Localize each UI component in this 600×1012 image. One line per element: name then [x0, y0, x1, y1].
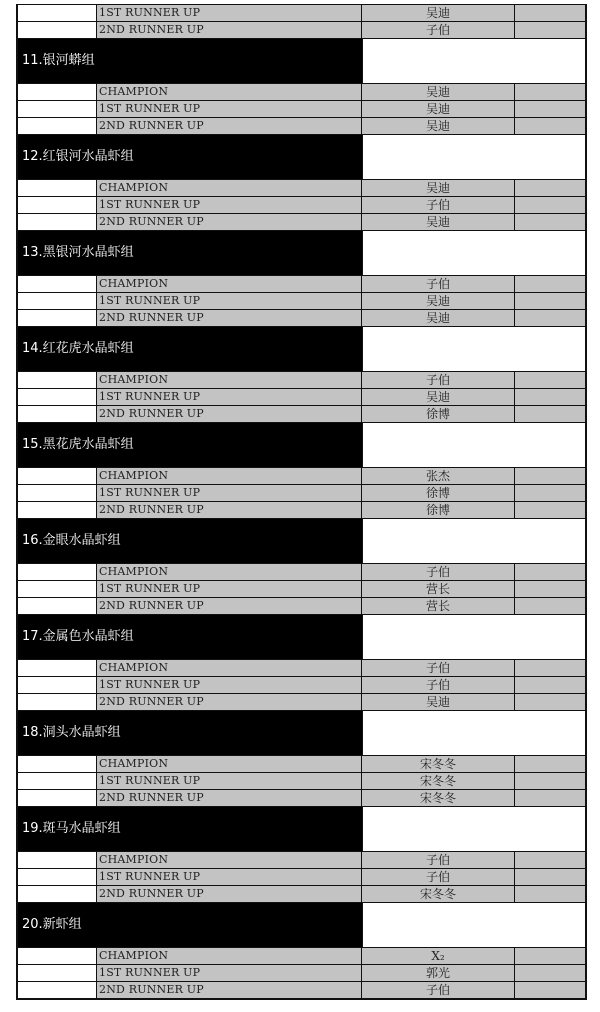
placement-label: CHAMPION — [97, 276, 362, 292]
empty-cell — [515, 372, 585, 388]
placement-label: CHAMPION — [97, 84, 362, 100]
result-row — [18, 388, 585, 405]
winner-name: 吴迪 — [362, 694, 515, 710]
group-title: 18.洞头水晶虾组 — [18, 711, 362, 755]
placement-label: 1ST RUNNER UP — [97, 101, 362, 117]
empty-cell — [515, 773, 585, 789]
result-row — [18, 4, 585, 21]
placement-label: CHAMPION — [97, 180, 362, 196]
placement-label: CHAMPION — [97, 852, 362, 868]
placement-label: CHAMPION — [97, 660, 362, 676]
result-row — [18, 981, 585, 998]
empty-cell — [18, 564, 97, 580]
empty-cell — [515, 660, 585, 676]
empty-cell — [18, 180, 97, 196]
winner-name: 子伯 — [362, 22, 515, 38]
empty-cell — [18, 406, 97, 422]
winner-name: 子伯 — [362, 197, 515, 213]
empty-cell — [515, 677, 585, 693]
empty-cell — [515, 869, 585, 885]
empty-cell — [515, 5, 585, 21]
placement-label: 1ST RUNNER UP — [97, 485, 362, 501]
group-header — [18, 326, 585, 371]
winner-name: 徐博 — [362, 502, 515, 518]
group-title: 20.新虾组 — [18, 903, 362, 947]
empty-cell — [362, 135, 585, 179]
placement-label: 1ST RUNNER UP — [97, 869, 362, 885]
placement-label: 2ND RUNNER UP — [97, 118, 362, 134]
empty-cell — [362, 39, 585, 83]
empty-cell — [515, 293, 585, 309]
result-row — [18, 597, 585, 614]
placement-label: CHAMPION — [97, 468, 362, 484]
group-title: 12.红银河水晶虾组 — [18, 135, 362, 179]
empty-cell — [362, 327, 585, 371]
empty-cell — [515, 406, 585, 422]
empty-cell — [362, 903, 585, 947]
result-row — [18, 501, 585, 518]
group-title: 15.黑花虎水晶虾组 — [18, 423, 362, 467]
winner-name: 子伯 — [362, 564, 515, 580]
empty-cell — [18, 694, 97, 710]
results-table — [16, 4, 587, 1000]
empty-cell — [18, 101, 97, 117]
empty-cell — [515, 756, 585, 772]
empty-cell — [18, 468, 97, 484]
empty-cell — [515, 982, 585, 998]
placement-label: 1ST RUNNER UP — [97, 581, 362, 597]
empty-cell — [18, 965, 97, 981]
placement-label: 2ND RUNNER UP — [97, 310, 362, 326]
winner-name: 吴迪 — [362, 389, 515, 405]
empty-cell — [515, 485, 585, 501]
result-row — [18, 467, 585, 484]
winner-name: 营长 — [362, 598, 515, 614]
result-row — [18, 484, 585, 501]
empty-cell — [515, 598, 585, 614]
empty-cell — [515, 694, 585, 710]
empty-cell — [362, 231, 585, 275]
empty-cell — [18, 485, 97, 501]
empty-cell — [18, 389, 97, 405]
group-title: 17.金属色水晶虾组 — [18, 615, 362, 659]
empty-cell — [18, 310, 97, 326]
placement-label: 1ST RUNNER UP — [97, 965, 362, 981]
result-row — [18, 885, 585, 902]
result-row — [18, 213, 585, 230]
result-row — [18, 371, 585, 388]
placement-label: 1ST RUNNER UP — [97, 389, 362, 405]
empty-cell — [515, 886, 585, 902]
empty-cell — [362, 711, 585, 755]
group-title: 11.银河蟒组 — [18, 39, 362, 83]
empty-cell — [362, 423, 585, 467]
winner-name: 子伯 — [362, 372, 515, 388]
empty-cell — [18, 756, 97, 772]
result-row — [18, 851, 585, 868]
winner-name: 吴迪 — [362, 180, 515, 196]
placement-label: 1ST RUNNER UP — [97, 293, 362, 309]
empty-cell — [18, 660, 97, 676]
winner-name: 徐博 — [362, 485, 515, 501]
empty-cell — [515, 965, 585, 981]
empty-cell — [18, 581, 97, 597]
placement-label: 1ST RUNNER UP — [97, 5, 362, 21]
result-row — [18, 21, 585, 38]
winner-name: 郭光 — [362, 965, 515, 981]
winner-name: 吴迪 — [362, 118, 515, 134]
winner-name: 子伯 — [362, 660, 515, 676]
empty-cell — [515, 389, 585, 405]
group-header — [18, 902, 585, 947]
winner-name: 吴迪 — [362, 214, 515, 230]
group-title: 16.金眼水晶虾组 — [18, 519, 362, 563]
winner-name: 吴迪 — [362, 84, 515, 100]
placement-label: CHAMPION — [97, 372, 362, 388]
empty-cell — [18, 502, 97, 518]
winner-name: 吴迪 — [362, 310, 515, 326]
placement-label: 2ND RUNNER UP — [97, 982, 362, 998]
empty-cell — [515, 118, 585, 134]
empty-cell — [362, 519, 585, 563]
result-row — [18, 755, 585, 772]
empty-cell — [18, 118, 97, 134]
winner-name: 吴迪 — [362, 293, 515, 309]
winner-name: 徐博 — [362, 406, 515, 422]
empty-cell — [515, 581, 585, 597]
empty-cell — [515, 564, 585, 580]
empty-cell — [515, 180, 585, 196]
winner-name: 宋冬冬 — [362, 886, 515, 902]
result-row — [18, 772, 585, 789]
result-row — [18, 868, 585, 885]
empty-cell — [515, 197, 585, 213]
empty-cell — [515, 310, 585, 326]
empty-cell — [18, 598, 97, 614]
empty-cell — [18, 790, 97, 806]
empty-cell — [515, 22, 585, 38]
result-row — [18, 196, 585, 213]
empty-cell — [18, 276, 97, 292]
group-title: 13.黑银河水晶虾组 — [18, 231, 362, 275]
group-header — [18, 230, 585, 275]
result-row — [18, 659, 585, 676]
group-header — [18, 38, 585, 83]
result-row — [18, 309, 585, 326]
placement-label: CHAMPION — [97, 948, 362, 964]
empty-cell — [515, 84, 585, 100]
winner-name: 宋冬冬 — [362, 790, 515, 806]
placement-label: CHAMPION — [97, 756, 362, 772]
empty-cell — [18, 869, 97, 885]
placement-label: 1ST RUNNER UP — [97, 773, 362, 789]
empty-cell — [515, 101, 585, 117]
empty-cell — [515, 948, 585, 964]
empty-cell — [18, 982, 97, 998]
placement-label: 2ND RUNNER UP — [97, 598, 362, 614]
winner-name: 张杰 — [362, 468, 515, 484]
group-header — [18, 710, 585, 755]
group-header — [18, 518, 585, 563]
empty-cell — [18, 22, 97, 38]
result-row — [18, 179, 585, 196]
result-row — [18, 563, 585, 580]
group-header — [18, 422, 585, 467]
result-row — [18, 964, 585, 981]
placement-label: 2ND RUNNER UP — [97, 790, 362, 806]
group-header — [18, 614, 585, 659]
empty-cell — [18, 677, 97, 693]
empty-cell — [18, 948, 97, 964]
result-row — [18, 789, 585, 806]
winner-name: 宋冬冬 — [362, 756, 515, 772]
winner-name: 吴迪 — [362, 5, 515, 21]
result-row — [18, 292, 585, 309]
empty-cell — [515, 852, 585, 868]
placement-label: CHAMPION — [97, 564, 362, 580]
placement-label: 2ND RUNNER UP — [97, 886, 362, 902]
empty-cell — [515, 790, 585, 806]
winner-name: 子伯 — [362, 982, 515, 998]
empty-cell — [515, 214, 585, 230]
winner-name: 宋冬冬 — [362, 773, 515, 789]
empty-cell — [18, 773, 97, 789]
winner-name: X₂ — [362, 948, 515, 964]
placement-label: 2ND RUNNER UP — [97, 502, 362, 518]
empty-cell — [515, 502, 585, 518]
group-header — [18, 134, 585, 179]
winner-name: 营长 — [362, 581, 515, 597]
empty-cell — [515, 276, 585, 292]
empty-cell — [18, 372, 97, 388]
placement-label: 2ND RUNNER UP — [97, 214, 362, 230]
empty-cell — [18, 852, 97, 868]
result-row — [18, 275, 585, 292]
winner-name: 吴迪 — [362, 101, 515, 117]
winner-name: 子伯 — [362, 852, 515, 868]
placement-label: 2ND RUNNER UP — [97, 694, 362, 710]
empty-cell — [18, 214, 97, 230]
empty-cell — [515, 468, 585, 484]
placement-label: 1ST RUNNER UP — [97, 197, 362, 213]
result-row — [18, 947, 585, 964]
placement-label: 2ND RUNNER UP — [97, 406, 362, 422]
empty-cell — [362, 615, 585, 659]
result-row — [18, 100, 585, 117]
result-row — [18, 405, 585, 422]
result-row — [18, 676, 585, 693]
group-header — [18, 806, 585, 851]
winner-name: 子伯 — [362, 869, 515, 885]
winner-name: 子伯 — [362, 276, 515, 292]
winner-name: 子伯 — [362, 677, 515, 693]
empty-cell — [18, 886, 97, 902]
result-row — [18, 83, 585, 100]
group-title: 19.斑马水晶虾组 — [18, 807, 362, 851]
placement-label: 1ST RUNNER UP — [97, 677, 362, 693]
empty-cell — [18, 5, 97, 21]
result-row — [18, 693, 585, 710]
result-row — [18, 580, 585, 597]
placement-label: 2ND RUNNER UP — [97, 22, 362, 38]
result-row — [18, 117, 585, 134]
empty-cell — [362, 807, 585, 851]
empty-cell — [18, 197, 97, 213]
empty-cell — [18, 293, 97, 309]
empty-cell — [18, 84, 97, 100]
group-title: 14.红花虎水晶虾组 — [18, 327, 362, 371]
